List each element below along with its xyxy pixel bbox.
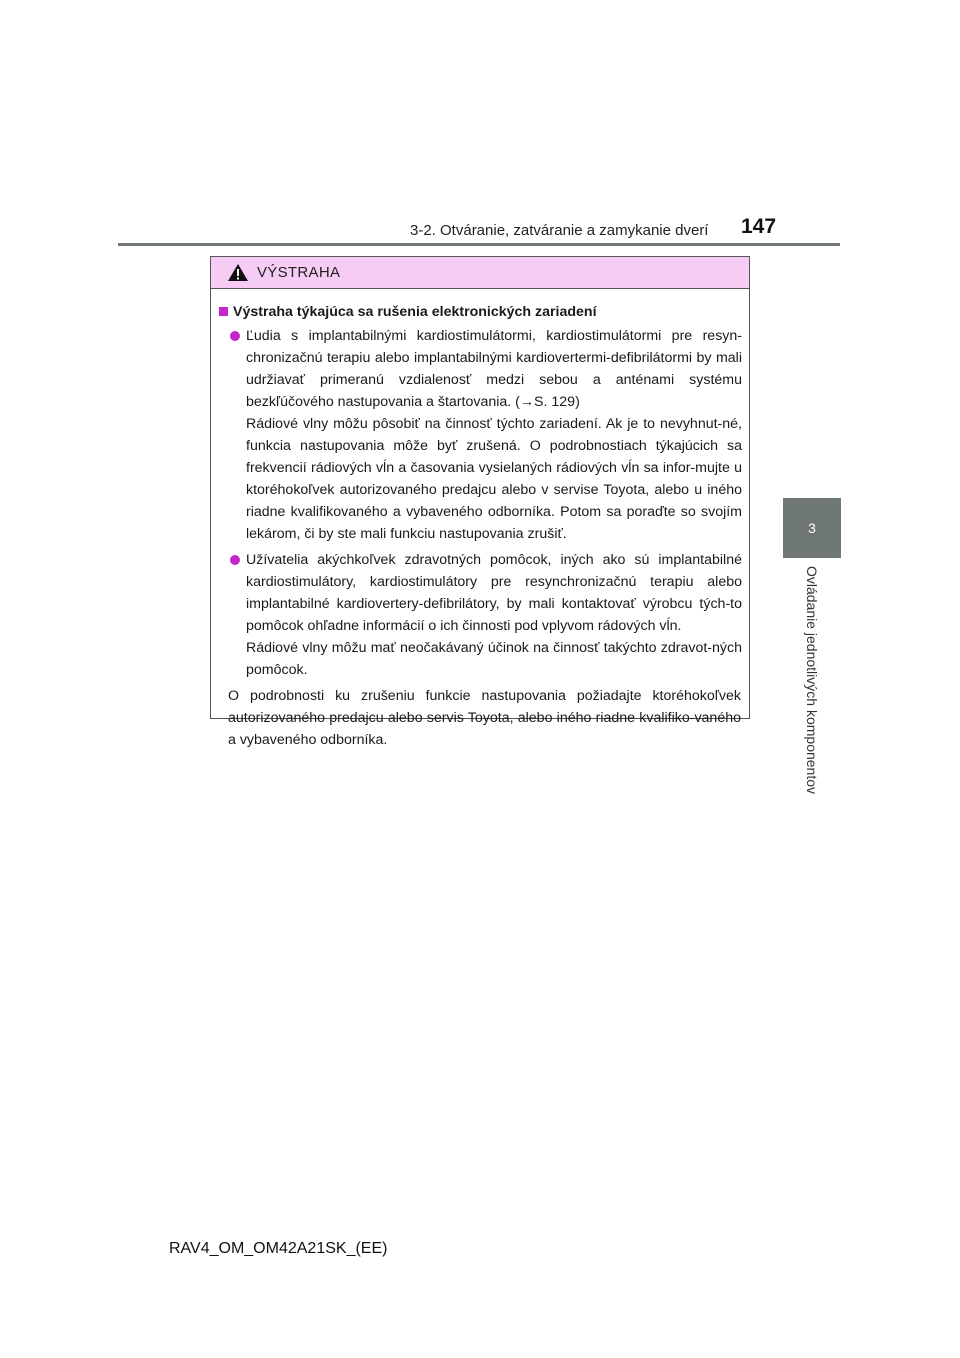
paragraph: Užívatelia akýchkoľvek zdravotných pomôcok, iných ako sú implantabilné kardiostimulátory, kardiostimulátory pre resynchronizačnú terapiu alebo implantabilné kardiovertery-defibrilátory, by mali kontaktovať výrobcu tých-to pomôcok ohľadne informácií o ich činnosti pod vplyvom rádových vĺn. bbox=[246, 552, 742, 634]
page-number: 147 bbox=[741, 215, 777, 238]
paragraph: Ľudia s implantabilnými kardiostimulátormi, kardiostimulátormi pre resyn-chronizačnú terapiu alebo implantabilnými kardiovertermi-defibrilátormi by mali udržiavať primeranú vzdialenosť medzi sebou a anténami systému bezkľúčového nastupovania a štartovania. (→S. 129) bbox=[246, 328, 742, 410]
section-title: 3-2. Otváranie, zatváranie a zamykanie dverí bbox=[410, 222, 709, 239]
chapter-tab bbox=[783, 498, 841, 558]
list-item-text bbox=[246, 549, 742, 681]
bullet-icon bbox=[230, 331, 240, 341]
list-item bbox=[228, 325, 742, 545]
section-heading bbox=[218, 301, 742, 323]
warning-title: VÝSTRAHA bbox=[257, 264, 341, 281]
square-bullet-icon bbox=[219, 307, 228, 316]
closing-paragraph: O podrobnosti ku zrušeniu funkcie nastupovania požiadajte ktoréhokoľvek autorizovaného predajcu alebo servis Toyota, alebo iného riadne kvalifiko-vaného a vybaveného odborníka. bbox=[228, 688, 741, 748]
chapter-number: 3 bbox=[808, 520, 816, 536]
list-item-text bbox=[246, 325, 742, 545]
paragraph: Rádiové vlny môžu mať neočakávaný účinok na činnosť takýchto zdravot-ných pomôcok. bbox=[246, 640, 742, 678]
warning-triangle-icon bbox=[227, 263, 249, 282]
header-divider bbox=[118, 243, 840, 246]
paragraph: Rádiové vlny môžu pôsobiť na činnosť týchto zariadení. Ak je to nevyhnut-né, funkcia nastupovania môže byť zrušená. O podrobnostiach týkajúcich sa frekvencií rádiových vĺn a časovania vysielaných rádiových vĺn sa infor-mujte u ktoréhokoľvek autorizovaného predajcu alebo v servise Toyota, alebo u iného riadne kvalifikovaného a vybaveného odborníka. Potom sa poraďte so svojím lekárom, či by ste mali funkciu nastupovania zrušiť. bbox=[246, 416, 742, 542]
warning-body bbox=[211, 289, 749, 751]
warning-box bbox=[210, 256, 750, 748]
warning-header bbox=[211, 257, 749, 289]
document-code: RAV4_OM_OM42A21SK_(EE) bbox=[169, 1240, 388, 1257]
list-item bbox=[228, 549, 742, 681]
chapter-title: Ovládanie jednotlivých komponentov bbox=[804, 565, 820, 795]
section-heading-text: Výstraha týkajúca sa rušenia elektronických zariadení bbox=[233, 304, 597, 320]
bullet-icon bbox=[230, 555, 240, 565]
